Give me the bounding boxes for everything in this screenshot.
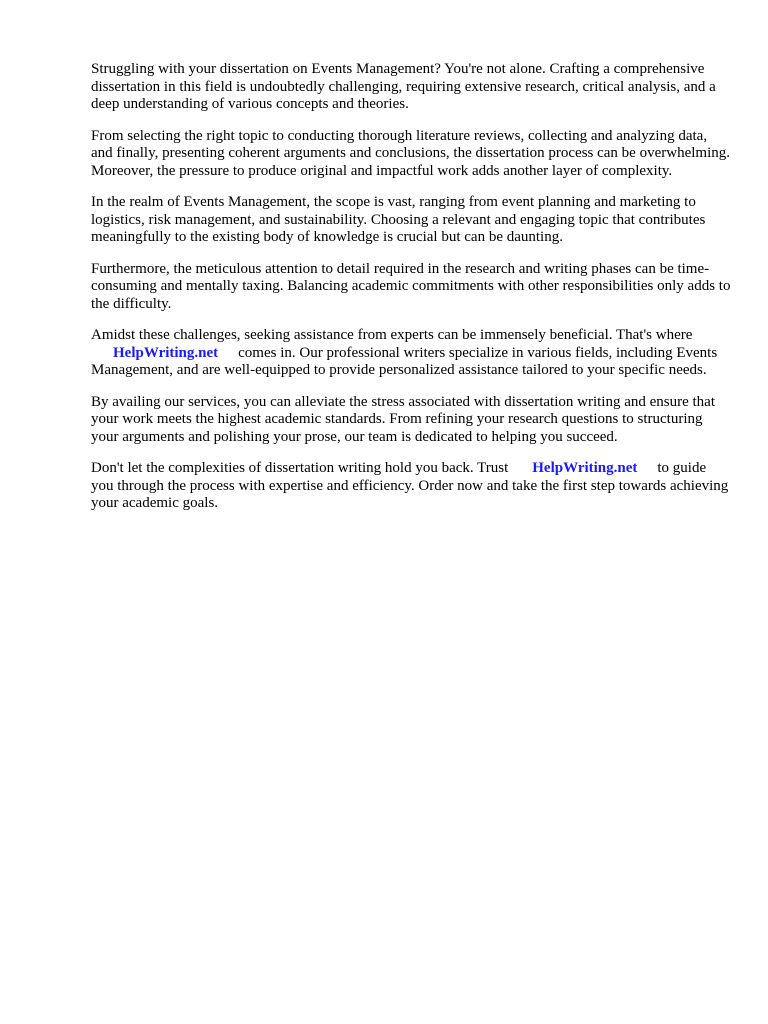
paragraph-closing-lead: Don't let the complexities of dissertation writing hold you back. Trust [91,460,509,476]
paragraph-services: By availing our services, you can alleviate the stress associated with dissertation writing and ensure that your work meets the highest academic standards. From refining your research questions to structuring your arguments and polishing your prose, our team is dedicated to helping you succeed. [91,393,715,445]
paragraph-closing [91,460,731,513]
paragraph-assistance-lead: Amidst these challenges, seeking assistance from experts can be immensely beneficial. That's where [91,327,693,343]
paragraph-scope: In the realm of Events Management, the scope is vast, ranging from event planning and marketing to logistics, risk management, and sustainability. Choosing a relevant and engaging topic that contributes meaningfully to the existing body of knowledge is crucial but can be daunting. [91,194,706,245]
helpwriting-link-closing[interactable]: HelpWriting.net [532,460,638,476]
paragraph-closing-tail: to guide you through the process with expertise and efficiency. Order now and take the first step towards achieving your academic goals. [91,460,729,511]
paragraph-assistance-tail: comes in. Our professional writers specialize in various fields, including Events Management, and are well-equipped to provide personalized assistance tailored to your specific needs. [91,344,718,378]
helpwriting-link[interactable]: HelpWriting.net [113,344,219,361]
paragraph-difficulty: Furthermore, the meticulous attention to detail required in the research and writing phases can be time-consuming and mentally taxing. Balancing academic commitments with other responsibilities only adds to the difficulty. [91,260,731,312]
document-body [91,61,731,527]
paragraph-assistance [91,327,731,380]
paragraph-intro: Struggling with your dissertation on Events Management? You're not alone. Crafting a comprehensive dissertation in this field is undoubtedly challenging, requiring extensive research, critical analysis, and a deep understanding of various concepts and theories. [91,61,716,112]
paragraph-process: From selecting the right topic to conducting thorough literature reviews, collecting and analyzing data, and finally, presenting coherent arguments and conclusions, the dissertation process can be overwhelming. Moreover, the pressure to produce original and impactful work adds another layer of complexity. [91,127,730,179]
